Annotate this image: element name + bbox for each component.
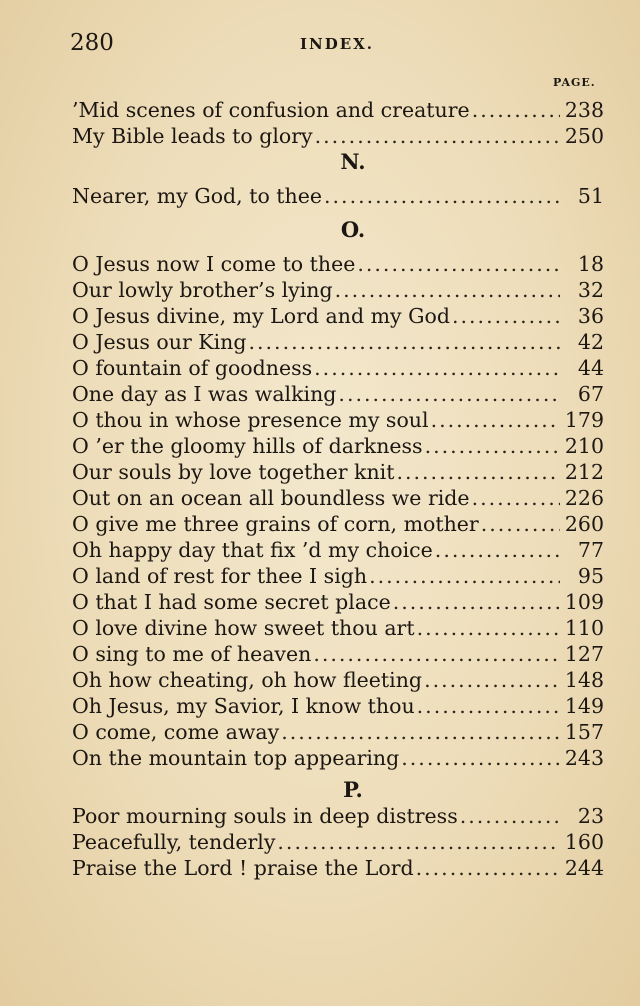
index-entry	[72, 855, 604, 881]
entry-title: O give me three grains of corn, mother	[72, 512, 479, 536]
running-head: INDEX.	[300, 35, 375, 53]
index-entry	[72, 719, 604, 745]
entry-title: Our souls by love together knit	[72, 460, 395, 484]
dot-leader	[391, 589, 560, 615]
dot-leader	[470, 97, 560, 123]
index-entry	[72, 97, 604, 123]
index-entry	[72, 303, 604, 329]
entry-page: 109	[564, 590, 604, 614]
entry-page: 18	[577, 252, 604, 276]
dot-leader	[312, 355, 560, 381]
entry-title: O come, come away	[72, 720, 280, 744]
entry-title: My Bible leads to glory	[72, 124, 313, 148]
index-entry	[72, 183, 604, 209]
index-entry	[72, 407, 604, 433]
dot-leader	[399, 745, 560, 771]
dot-leader	[333, 277, 560, 303]
dot-leader	[415, 693, 560, 719]
entry-page: 32	[577, 278, 604, 302]
section-letter-p: P.	[343, 777, 363, 802]
entry-page: 243	[564, 746, 604, 770]
dot-leader	[423, 433, 560, 459]
dot-leader	[322, 183, 560, 209]
entry-title: Praise the Lord ! praise the Lord	[72, 856, 414, 880]
entry-title: One day as I was walking	[72, 382, 337, 406]
index-entry	[72, 355, 604, 381]
entry-title: Out on an ocean all boundless we ride	[72, 486, 470, 510]
dot-leader	[429, 407, 560, 433]
dot-leader	[367, 563, 560, 589]
dot-leader	[279, 719, 560, 745]
dot-leader	[275, 829, 560, 855]
index-entry	[72, 745, 604, 771]
entry-page: 212	[564, 460, 604, 484]
index-entry	[72, 589, 604, 615]
dot-leader	[311, 641, 560, 667]
entry-title: O that I had some secret place	[72, 590, 391, 614]
entry-page: 244	[564, 856, 604, 880]
index-entry	[72, 537, 604, 563]
entry-title: O fountain of goodness	[72, 356, 313, 380]
dot-leader	[414, 855, 560, 881]
entry-page: 95	[577, 564, 604, 588]
entry-title: On the mountain top appearing	[72, 746, 400, 770]
dot-leader	[336, 381, 560, 407]
entry-title: Oh how cheating, oh how fleeting	[72, 668, 423, 692]
entry-page: 238	[564, 98, 604, 122]
entry-page: 23	[577, 804, 604, 828]
entry-title: Peacefully, tenderly	[72, 830, 276, 854]
index-entry	[72, 829, 604, 855]
index-entry	[72, 251, 604, 277]
dot-leader	[450, 303, 560, 329]
entry-page: 51	[577, 184, 604, 208]
index-entry	[72, 381, 604, 407]
index-entry	[72, 615, 604, 641]
entry-title: O ’er the gloomy hills of darkness	[72, 434, 423, 458]
index-entry	[72, 123, 604, 149]
index-entry	[72, 459, 604, 485]
entry-title: O Jesus divine, my Lord and my God	[72, 304, 450, 328]
index-entry	[72, 511, 604, 537]
entry-page: 36	[577, 304, 604, 328]
entry-page: 44	[577, 356, 604, 380]
entry-title: O sing to me of heaven	[72, 642, 312, 666]
dot-leader	[470, 485, 560, 511]
entry-title: Oh Jesus, my Savior, I know thou	[72, 694, 415, 718]
dot-leader	[355, 251, 560, 277]
entry-page: 226	[564, 486, 604, 510]
page-number: 280	[70, 30, 114, 56]
entry-page: 127	[564, 642, 604, 666]
index-list	[72, 97, 604, 881]
section-letter-o: O.	[340, 217, 366, 242]
entry-title: ’Mid scenes of confusion and creature	[72, 98, 470, 122]
index-entry	[72, 803, 604, 829]
entry-title: O Jesus now I come to thee	[72, 252, 356, 276]
dot-leader	[458, 803, 560, 829]
index-entry	[72, 693, 604, 719]
entry-page: 157	[564, 720, 604, 744]
entry-page: 148	[564, 668, 604, 692]
dot-leader	[415, 615, 560, 641]
entry-page: 179	[564, 408, 604, 432]
entry-page: 110	[564, 616, 604, 640]
entry-title: Poor mourning souls in deep distress	[72, 804, 458, 828]
index-entry	[72, 329, 604, 355]
index-entry	[72, 563, 604, 589]
entry-title: O land of rest for thee I sigh	[72, 564, 368, 588]
entry-title: Nearer, my God, to thee	[72, 184, 323, 208]
index-entry	[72, 277, 604, 303]
entry-page: 42	[577, 330, 604, 354]
entry-title: Oh happy day that fix ’d my choice	[72, 538, 433, 562]
dot-leader	[422, 667, 560, 693]
index-entry	[72, 667, 604, 693]
page-column-label: PAGE.	[553, 76, 596, 89]
index-entry	[72, 433, 604, 459]
dot-leader	[313, 123, 560, 149]
entry-page: 67	[577, 382, 604, 406]
entry-page: 77	[577, 538, 604, 562]
dot-leader	[394, 459, 560, 485]
dot-leader	[247, 329, 561, 355]
entry-title: O Jesus our King	[72, 330, 247, 354]
index-entry	[72, 485, 604, 511]
section-letter-n: N.	[340, 149, 366, 174]
entry-title: O love divine how sweet thou art	[72, 616, 415, 640]
entry-page: 160	[564, 830, 604, 854]
entry-page: 250	[564, 124, 604, 148]
entry-title: O thou in whose presence my soul	[72, 408, 429, 432]
index-entry	[72, 641, 604, 667]
entry-page: 210	[564, 434, 604, 458]
dot-leader	[479, 511, 560, 537]
entry-page: 260	[564, 512, 604, 536]
entry-page: 149	[564, 694, 604, 718]
dot-leader	[433, 537, 560, 563]
entry-title: Our lowly brother’s lying	[72, 278, 333, 302]
